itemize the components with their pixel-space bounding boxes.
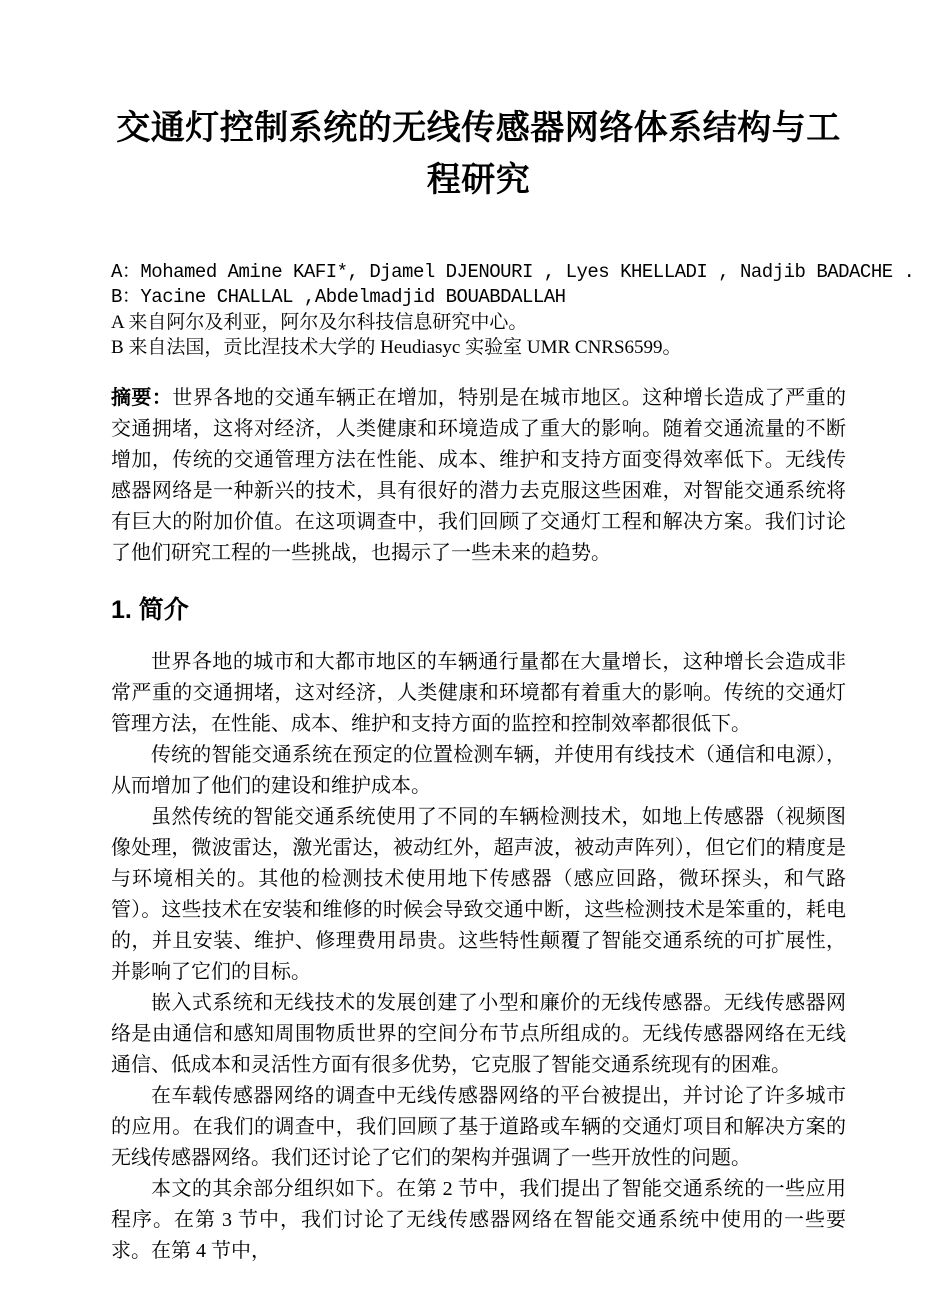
abstract-paragraph [111, 383, 846, 569]
author-line-group-b: B：Yacine CHALLAL ,Abdelmadjid BOUABDALLAH [111, 286, 566, 308]
abstract-label: 摘要： [111, 387, 173, 409]
author-line-group-a: A：Mohamed Amine KAFI*, Djamel DJENOURI , Lyes KHELLADI , Nadjib BADACHE . [111, 261, 915, 283]
section-1-paragraph-3: 虽然传统的智能交通系统使用了不同的车辆检测技术，如地上传感器（视频图像处理，微波雷达，激光雷达，被动红外，超声波，被动声阵列），但它们的精度是与环境相关的。其他的检测技术使用地下传感器（感应回路，微环探头，和气路管）。这些技术在安装和维修的时候会导致交通中断，这些检测技术是笨重的，耗电的，并且安装、维护、修理费用昂贵。这些特性颠覆了智能交通系统的可扩展性，并影响了它们的目标。 [111, 806, 846, 983]
section-1-paragraph-6: 本文的其余部分组织如下。在第 2 节中，我们提出了智能交通系统的一些应用程序。在第 3 节中，我们讨论了无线传感器网络在智能交通系统中使用的一些要求。在第 4 节中， [111, 1178, 846, 1262]
section-1-paragraph-5: 在车载传感器网络的调查中无线传感器网络的平台被提出，并讨论了许多城市的应用。在我们的调查中，我们回顾了基于道路或车辆的交通灯项目和解决方案的无线传感器网络。我们还讨论了它们的架构并强调了一些开放性的问题。 [111, 1085, 846, 1169]
affiliation-line-b: B 来自法国，贡比涅技术大学的 Heudiasyc 实验室 UMR CNRS6599。 [111, 337, 682, 358]
section-1-paragraph-4: 嵌入式系统和无线技术的发展创建了小型和廉价的无线传感器。无线传感器网络是由通信和感知周围物质世界的空间分布节点所组成的。无线传感器网络在无线通信、低成本和灵活性方面有很多优势，它克服了智能交通系统现有的困难。 [111, 992, 846, 1076]
section-1-heading: 1. 简介 [111, 596, 189, 624]
section-1-paragraph-2: 传统的智能交通系统在预定的位置检测车辆，并使用有线技术（通信和电源），从而增加了他们的建设和维护成本。 [111, 744, 846, 797]
authors-block [111, 260, 915, 360]
affiliation-line-a: A 来自阿尔及利亚，阿尔及尔科技信息研究中心。 [111, 312, 528, 333]
section-1-paragraph-1: 世界各地的城市和大都市地区的车辆通行量都在大量增长，这种增长会造成非常严重的交通拥堵，这对经济，人类健康和环境都有着重大的影响。传统的交通灯管理方法，在性能、成本、维护和支持方面的监控和控制效率都很低下。 [111, 651, 846, 735]
paper-title: 交通灯控制系统的无线传感器网络体系结构与工程研究 [116, 109, 841, 199]
abstract-text: 世界各地的交通车辆正在增加，特别是在城市地区。这种增长造成了严重的交通拥堵，这将对经济，人类健康和环境造成了重大的影响。随着交通流量的不断增加，传统的交通管理方法在性能、成本、维护和支持方面变得效率低下。无线传感器网络是一种新兴的技术，具有很好的潜力去克服这些困难，对智能交通系统将有巨大的附加价值。在这项调查中，我们回顾了交通灯工程和解决方案。我们讨论了他们研究工程的一些挑战，也揭示了一些未来的趋势。 [111, 387, 847, 564]
